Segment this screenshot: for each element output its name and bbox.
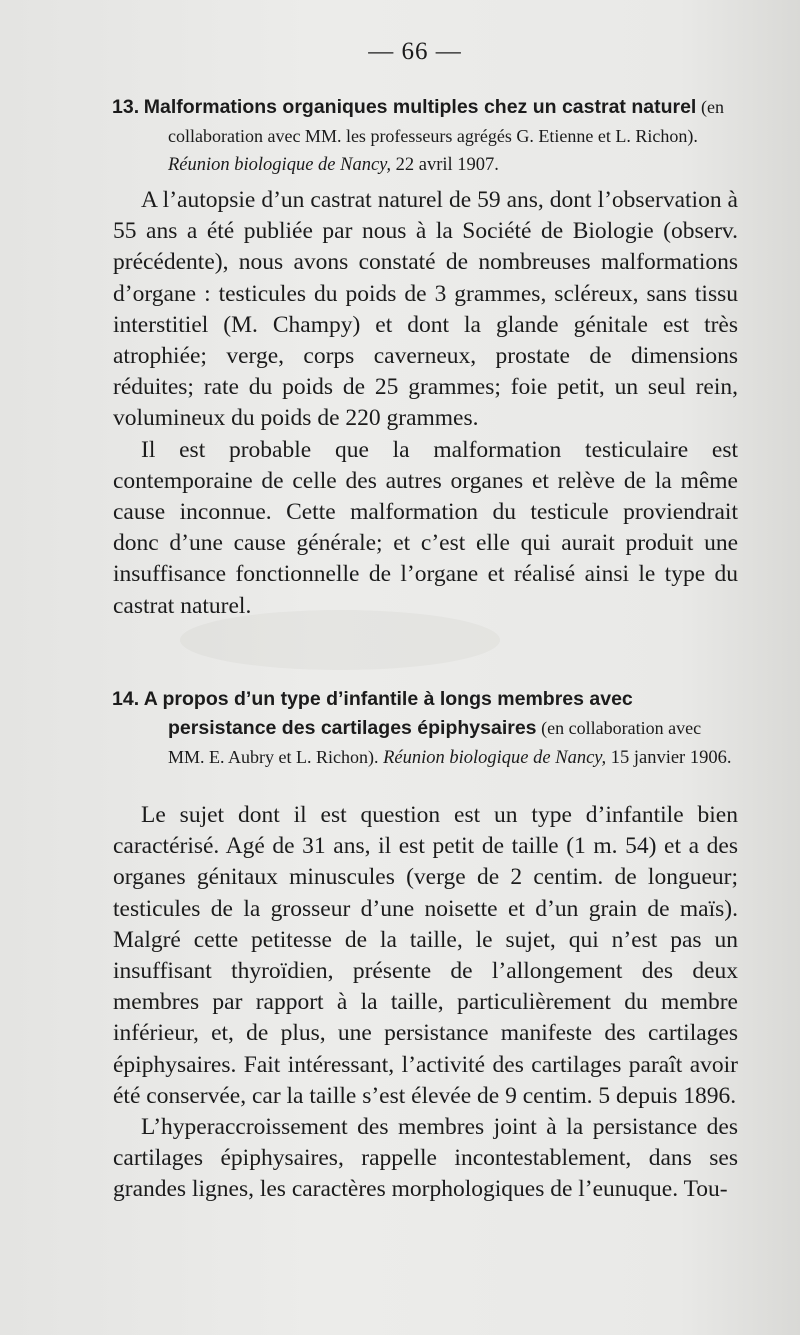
entry-number: 13. xyxy=(112,96,140,118)
entry-reference: Réunion biologique de Nancy, xyxy=(168,155,391,175)
entry-title: A propos d’un type d’infantile à longs membres avec persistance des cartilages épiphysaires xyxy=(143,688,633,739)
page-number: — 66 — xyxy=(368,38,462,65)
entry-collaboration: (en collaboration avec MM. les professeurs agrégés G. Etienne et L. Richon). xyxy=(168,97,724,146)
paragraph: L’hyperaccroissement des membres joint à la persistance des cartilages épiphysaires, rappelle incontestablement, dans ses grandes lignes, les caractères morphologiques de l’eunuque. Tou- xyxy=(113,1114,738,1203)
entry-heading-14 xyxy=(112,685,740,772)
entry-number: 14. xyxy=(112,688,140,710)
entry-reference: Réunion biologique de Nancy, xyxy=(383,748,607,768)
paragraph: Le sujet dont il est question est un type d’infantile bien caractérisé. Agé de 31 ans, il est petit de taille (1 m. 54) et a des organes génitaux minuscules (verge de 2 centim. de longueur; testicules de la grosseur d’une noisette et d’un grain de maïs). Malgré cette petitesse de la taille, le sujet, qui n’est pas un insuffisant thyroïdien, présente de l’allongement des deux membres par rapport à la taille, particulièrement du membre inférieur, et, de plus, une persistance manifeste des cartilages épiphysaires. Fait intéressant, l’activité des cartilages paraît avoir été conservée, car la taille s’est élevée de 9 centim. 5 depuis 1896. xyxy=(113,802,738,1109)
entry-date: 15 janvier 1906. xyxy=(610,748,732,768)
entry-collaboration: (en collaboration avec MM. E. Aubry et L. Richon). xyxy=(168,718,702,767)
paragraph: A l’autopsie d’un castrat naturel de 59 ans, dont l’observation à 55 ans a été publiée par nous à la Société de Biologie (observ. précédente), nous avons constaté de nombreuses malformations d’organe : testicules du poids de 3 grammes, scléreux, sans tissu interstitiel (M. Champy) et dont la glande génitale est très atrophiée; verge, corps caverneux, prostate de dimensions réduites; rate du poids de 25 grammes; foie petit, un seul rein, volumineux du poids de 220 grammes. xyxy=(113,187,738,432)
entry-heading-13 xyxy=(112,93,740,179)
entry-body-13 xyxy=(113,185,738,622)
entry-title: Malformations organiques multiples chez un castrat naturel xyxy=(143,96,697,118)
paragraph: Il est probable que la malformation testiculaire est contemporaine de celle des autres organes et relève de la même cause inconnue. Cette malformation du testicule proviendrait donc d’une cause générale; et c’est elle qui aurait produit une insuffisance fonctionnelle de l’organe et réalisé ainsi le type du castrat naturel. xyxy=(113,436,738,619)
entry-body-14 xyxy=(113,800,738,1206)
entry-date: 22 avril 1907. xyxy=(395,155,499,175)
